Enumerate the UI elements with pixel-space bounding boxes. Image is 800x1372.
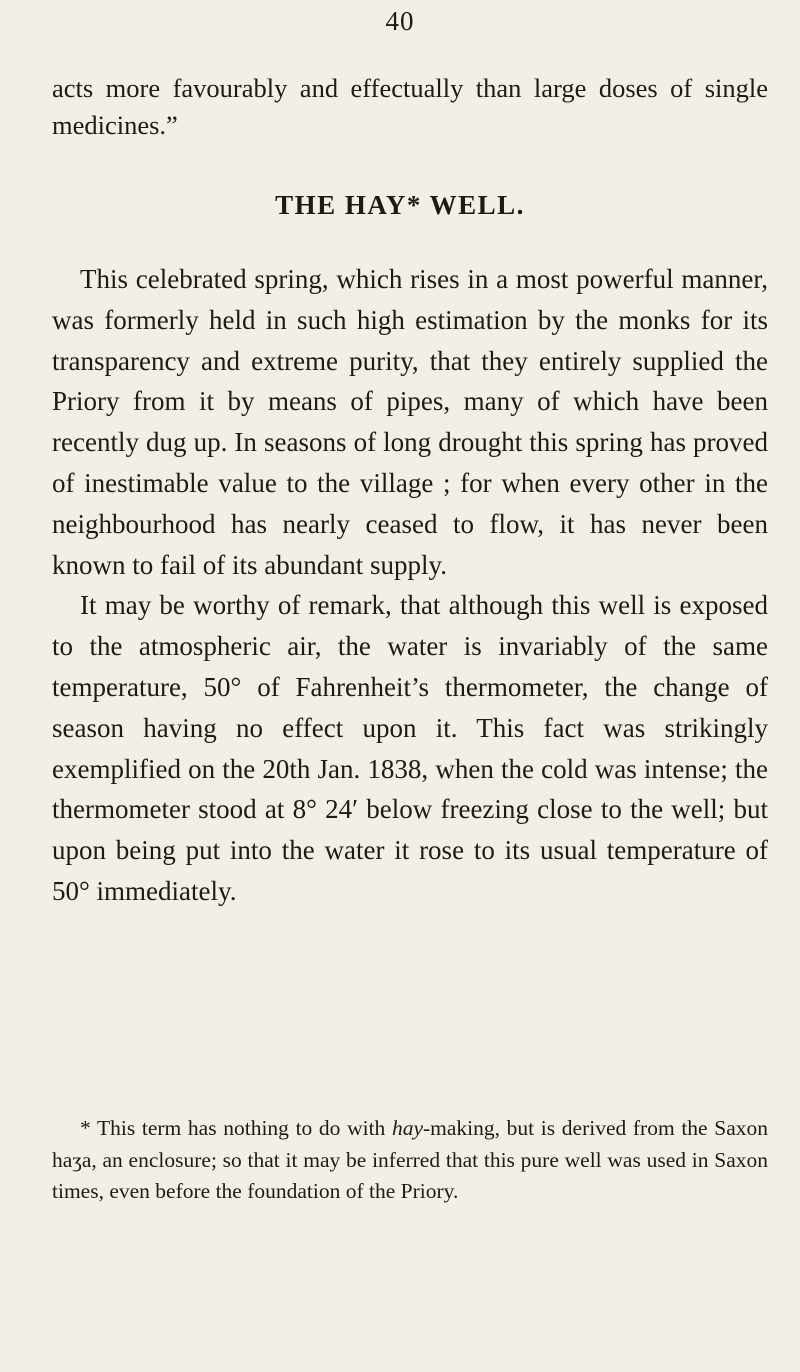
section-body (52, 259, 768, 912)
section-title: THE HAY* WELL. (275, 190, 525, 220)
footnote-emphasis: hay (391, 1116, 423, 1140)
paragraph-1: This celebrated spring, which rises in a most powerful manner, was formerly held in such high estimation by the monks for its transparency and extreme purity, that they entirely supplied the Priory from it by means of pipes, many of which have been recently dug up. In seasons of long drought this spring has proved of inestimable value to the village ; for when every other in the neighbourhood has nearly ceased to flow, it has never been known to fail of its abundant supply. (52, 264, 768, 580)
footnote-marker: * This term has nothing to do with (80, 1116, 392, 1140)
paragraph-2: It may be worthy of remark, that although this well is exposed to the atmospheric air, the water is invariably of the same temperature, 50° of Fahrenheit’s thermometer, the change of season having no effect upon it. This fact was strikingly exemplified on the 20th Jan. 1838, when the cold was intense; the thermometer stood at 8° 24′ below freezing close to the well; but upon being put into the water it rose to its usual temperature of 50° immediately. (52, 590, 768, 906)
page-number: 40 (385, 6, 415, 36)
footnote-text: -making, but is derived from the Saxon haʒa, an enclosure; so that it may be inferred that this pure well was used in Saxon times, even before the foundation of the Priory. (52, 1116, 768, 1203)
footnote (52, 1113, 768, 1208)
intro-text: acts more favourably and effectually than large doses of single medicines.” (52, 73, 768, 140)
